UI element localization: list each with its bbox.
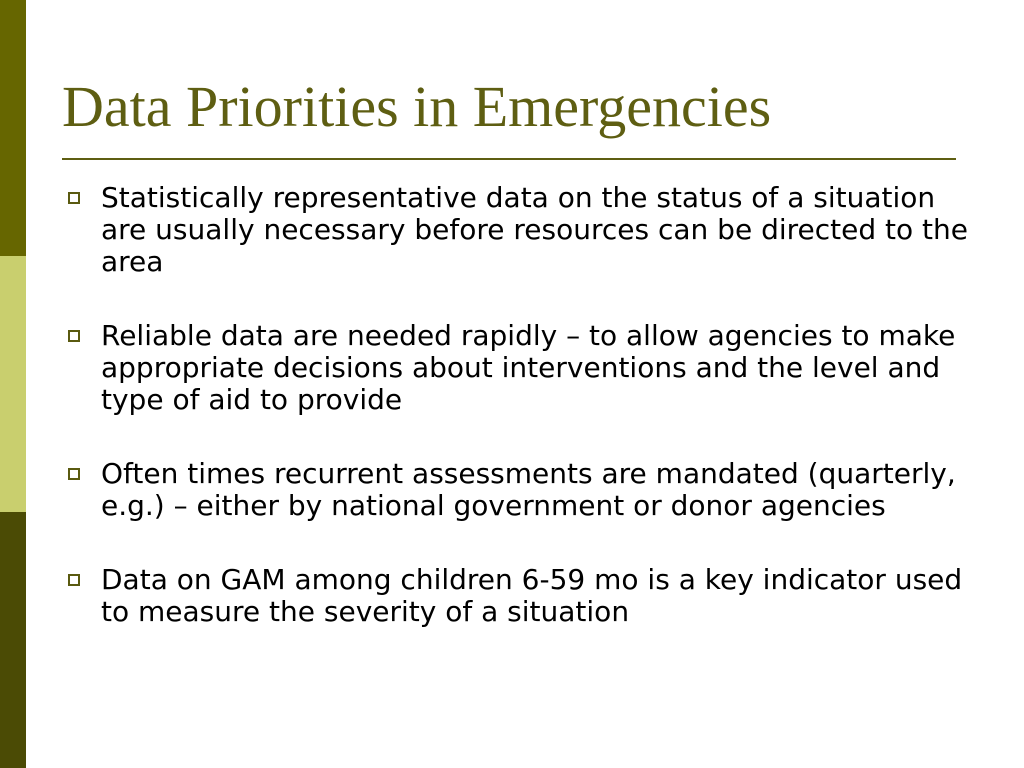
slide-title: Data Priorities in Emergencies [62,74,772,139]
bullet-item [66,320,976,416]
sidebar-stripe-bottom [0,512,26,768]
sidebar-stripe-middle [0,256,26,512]
square-bullet-icon [68,574,80,586]
square-bullet-icon [68,192,80,204]
square-bullet-icon [68,468,80,480]
bullet-text: Statistically representative data on the status of a situation are usually necessary before resources can be directed to the area [101,181,968,278]
title-divider [62,158,956,160]
bullet-item [66,182,976,278]
bullet-text: Often times recurrent assessments are mandated (quarterly, e.g.) – either by national government or donor agencies [101,457,956,522]
bullet-item [66,564,976,628]
bullet-list [66,182,976,670]
bullet-item [66,458,976,522]
bullet-text: Reliable data are needed rapidly – to allow agencies to make appropriate decisions about interventions and the level and type of aid to provide [101,319,956,416]
square-bullet-icon [68,330,80,342]
bullet-text: Data on GAM among children 6-59 mo is a key indicator used to measure the severity of a situation [101,563,963,628]
sidebar-stripe-top [0,0,26,256]
